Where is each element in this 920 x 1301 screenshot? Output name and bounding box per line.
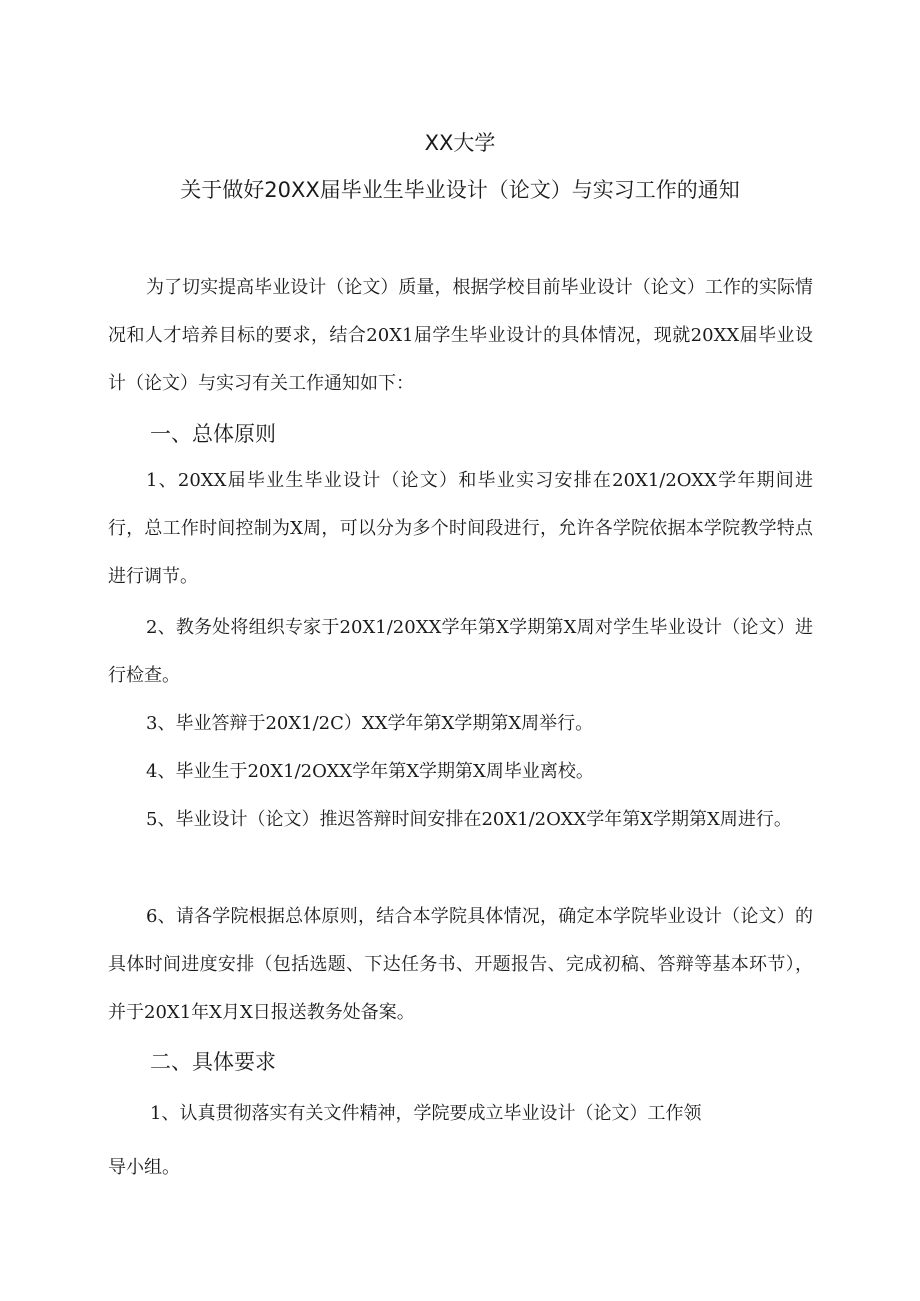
principle-item-5: 5、毕业设计（论文）推迟答辩时间安排在20X1/2OXX学年第X学期第X周进行。: [146, 809, 792, 830]
section-heading-specific-requirements: 二、具体要求: [150, 1050, 276, 1074]
principle-item-4: 4、毕业生于20X1/2OXX学年第X学期第X周毕业离校。: [146, 761, 594, 782]
document-title: 关于做好20XX届毕业生毕业设计（论文）与实习工作的通知: [180, 178, 740, 202]
section-heading-general-principles: 一、总体原则: [150, 422, 276, 446]
university-name: XX大学: [424, 131, 496, 155]
principle-item-1: 1、20XX届毕业生毕业设计（论文）和毕业实习安排在20X1/2OXX学年期间进行，总工作时间控制为X周，可以分为多个时间段进行，允许各学院依据本学院教学特点进行调节。: [108, 470, 813, 587]
intro-paragraph: 为了切实提高毕业设计（论文）质量，根据学校目前毕业设计（论文）工作的实际情况和人才培养目标的要求，结合20X1届学生毕业设计的具体情况，现就20XX届毕业设计（论文）与实习有关工作通知如下：: [108, 277, 813, 394]
principle-item-3: 3、毕业答辩于20X1/2C）XX学年第X学期第X周举行。: [146, 713, 594, 734]
principle-item-6: 6、请各学院根据总体原则，结合本学院具体情况，确定本学院毕业设计（论文）的具体时间进度安排（包括选题、下达任务书、开题报告、完成初稿、答辩等基本环节），并于20X1年X月X日报送教务处备案。: [108, 906, 813, 1023]
principle-item-2: 2、教务处将组织专家于20X1/20XX学年第X学期第X周对学生毕业设计（论文）进行检查。: [108, 617, 813, 686]
requirement-item-1-line-1: 1、认真贯彻落实有关文件精神，学院要成立毕业设计（论文）工作领: [150, 1103, 702, 1124]
requirement-item-1-line-2: 导小组。: [108, 1157, 180, 1178]
